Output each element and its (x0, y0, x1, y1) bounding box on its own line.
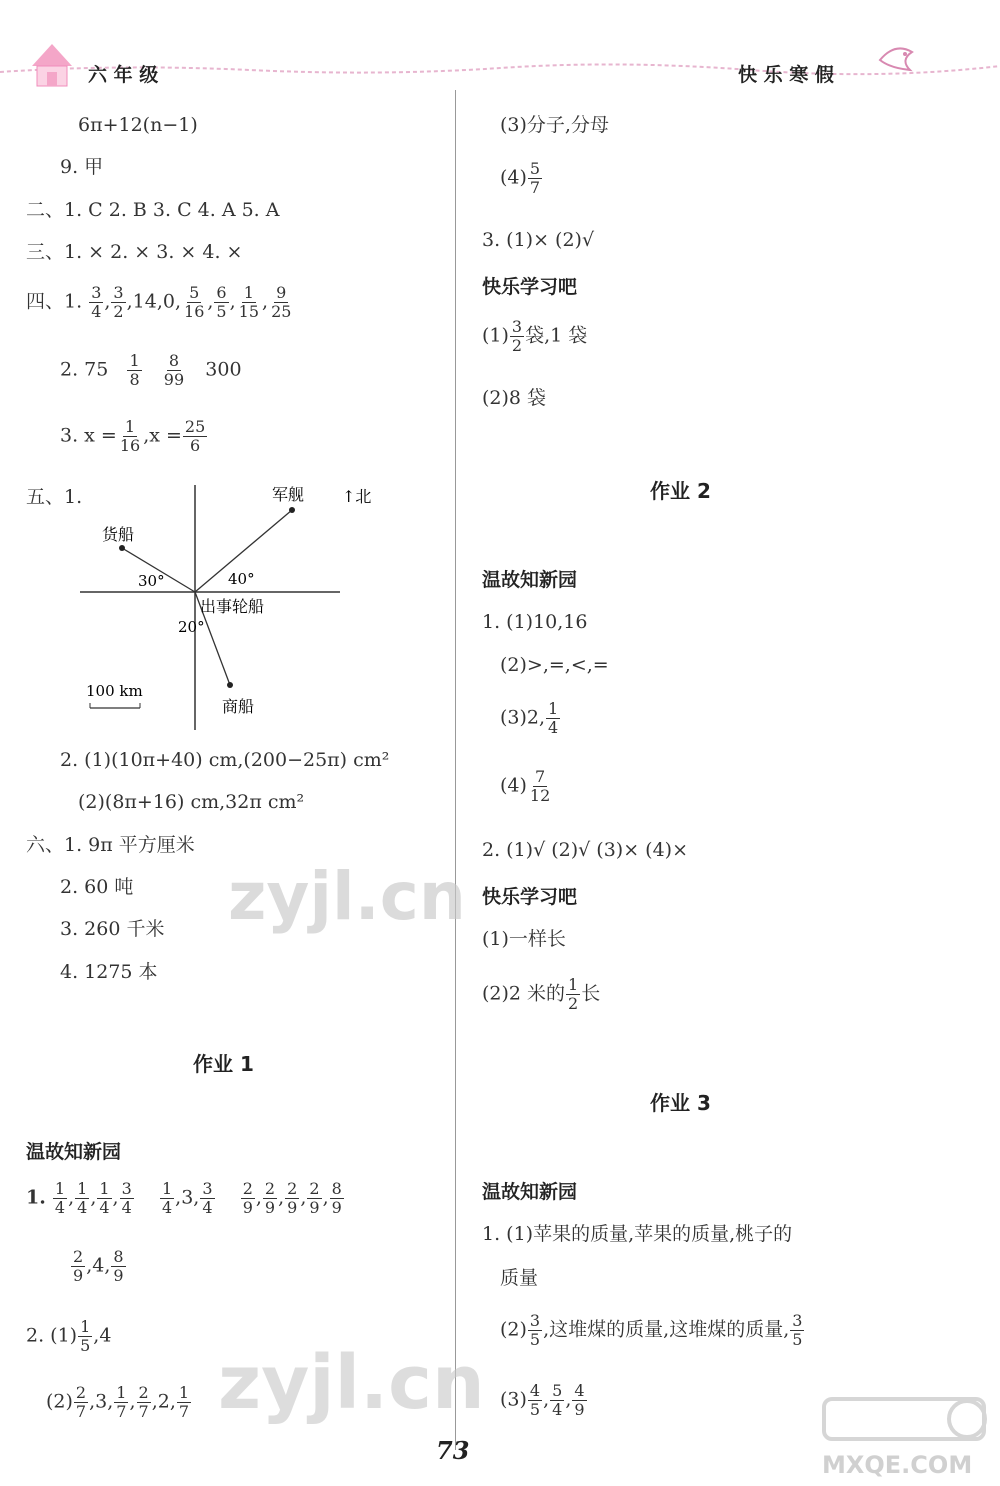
subsection-title: 温故知新园 (482, 1181, 578, 1203)
answer-line: (3)分子,分母 (500, 114, 609, 136)
answer-line-si1: 四、1. $\frac{3}{4}$ , $\frac{3}{2}$ ,14,0, $\frac{5}{16}$ , $\frac{6}{5}$ , $\frac{1}{15}$ , $\frac{9}{25}$ (26, 283, 292, 321)
distress-label: 出事轮船 (200, 597, 265, 616)
north-label: ↑北 (342, 487, 372, 506)
answer-line-si3: 3. x = $\frac{1}{16}$ ,x = $\frac{25}{6}$ (60, 417, 206, 455)
scale-label: 100 km (86, 682, 143, 700)
answer-line: (2)(8π+16) cm,32π cm² (78, 791, 305, 813)
answer-line: 三、1. × 2. × 3. × 4. × (26, 241, 243, 263)
answer-line: (1)一样长 (482, 928, 566, 950)
answer-line: 2. (1)(10π+40) cm,(200−25π) cm² (60, 749, 390, 771)
corner-logo-text: MXQE.COM (822, 1451, 973, 1479)
answer-stamp-icon (822, 1395, 992, 1445)
section-title-work2: 作业 2 (650, 479, 711, 503)
answer-line-r12: (2)2 米的 $\frac{1}{2}$ 长 (482, 975, 601, 1013)
watermark: zyjl.cn (228, 858, 466, 935)
answer-line: 3. (1)× (2)√ (482, 229, 595, 251)
answer-line-q1b: $\frac{2}{9}$ ,4, $\frac{8}{9}$ (73, 1247, 124, 1285)
answer-line: (2)8 袋 (482, 387, 547, 409)
subsection-title: 快乐学习吧 (482, 276, 578, 298)
answer-line: 质量 (500, 1267, 539, 1289)
section-title-work3: 作业 3 (650, 1091, 711, 1115)
answer-line: 2. 60 吨 (60, 876, 134, 898)
answer-line: 五、1. (26, 486, 83, 508)
warship-label: 军舰 (272, 485, 305, 504)
answer-line-r9: (4) $\frac{7}{12}$ (500, 767, 551, 805)
answer-line-r15: (2) $\frac{3}{5}$ ,这堆煤的质量,这堆煤的质量, $\frac{3}{5}$ (500, 1311, 803, 1349)
corner-logo (822, 1395, 992, 1479)
house-icon (32, 44, 72, 86)
answer-line: 3. 260 千米 (60, 918, 165, 940)
subsection-title: 温故知新园 (26, 1141, 122, 1163)
answer-line: 二、1. C 2. B 3. C 4. A 5. A (26, 199, 280, 221)
answer-line: 2. (1)√ (2)√ (3)× (4)× (482, 839, 688, 861)
cargo-label: 货船 (102, 525, 135, 544)
answer-line-r2: (4) $\frac{5}{7}$ (500, 159, 541, 197)
answer-line: 1. (1)10,16 (482, 611, 588, 633)
angle-20: 20° (178, 618, 205, 636)
bird-icon (880, 48, 912, 70)
grade-label: 六 年 级 (88, 64, 159, 86)
subsection-title: 快乐学习吧 (482, 886, 578, 908)
direction-diagram (70, 480, 390, 735)
angle-40: 40° (228, 570, 255, 588)
section-title-work1: 作业 1 (193, 1052, 254, 1076)
subsection-title: 温故知新园 (482, 569, 578, 591)
answer-line: (2)>,=,<,= (500, 654, 609, 676)
answer-line: 9. 甲 (60, 156, 104, 178)
answer-line: 4. 1275 本 (60, 961, 158, 983)
answer-line: 6π+12(n−1) (78, 114, 198, 136)
angle-30: 30° (138, 572, 165, 590)
column-divider (455, 90, 456, 1450)
watermark: zyjl.cn (218, 1340, 485, 1426)
answer-line-q1a: 1. $\frac{1}{4}$ , $\frac{1}{4}$ , $\frac{1}{4}$ , $\frac{3}{4}$ $\frac{1}{4}$ ,3, $\frac{3}{4}$ $\frac{2}{9}$ , $\frac{2}{9}$ , $\frac{2}{9}$ , $\frac{2}{9}$ , $\frac{8}{9}$ (26, 1179, 342, 1217)
answer-line-si2: 2. 75 $\frac{1}{8}$ $\frac{8}{99}$ 300 (60, 351, 242, 389)
page-number: 73 (436, 1436, 470, 1465)
answer-line: 六、1. 9π 平方厘米 (26, 834, 195, 856)
merchant-label: 商船 (222, 697, 255, 716)
answer-line: 1. (1)苹果的质量,苹果的质量,桃子的 (482, 1223, 793, 1245)
series-label: 快 乐 寒 假 (738, 64, 834, 86)
answer-line-r4: (1) $\frac{3}{2}$ 袋,1 袋 (482, 317, 588, 355)
answer-line-q2b: (2) $\frac{2}{7}$ ,3, $\frac{1}{7}$ , $\frac{2}{7}$ ,2, $\frac{1}{7}$ (46, 1383, 190, 1421)
answer-line-q2a: 2. (1) $\frac{1}{5}$ ,4 (26, 1317, 112, 1355)
answer-line-r16: (3) $\frac{4}{5}$ , $\frac{5}{4}$ , $\frac{4}{9}$ (500, 1381, 585, 1419)
answer-line-r8: (3)2, $\frac{1}{4}$ (500, 699, 559, 737)
